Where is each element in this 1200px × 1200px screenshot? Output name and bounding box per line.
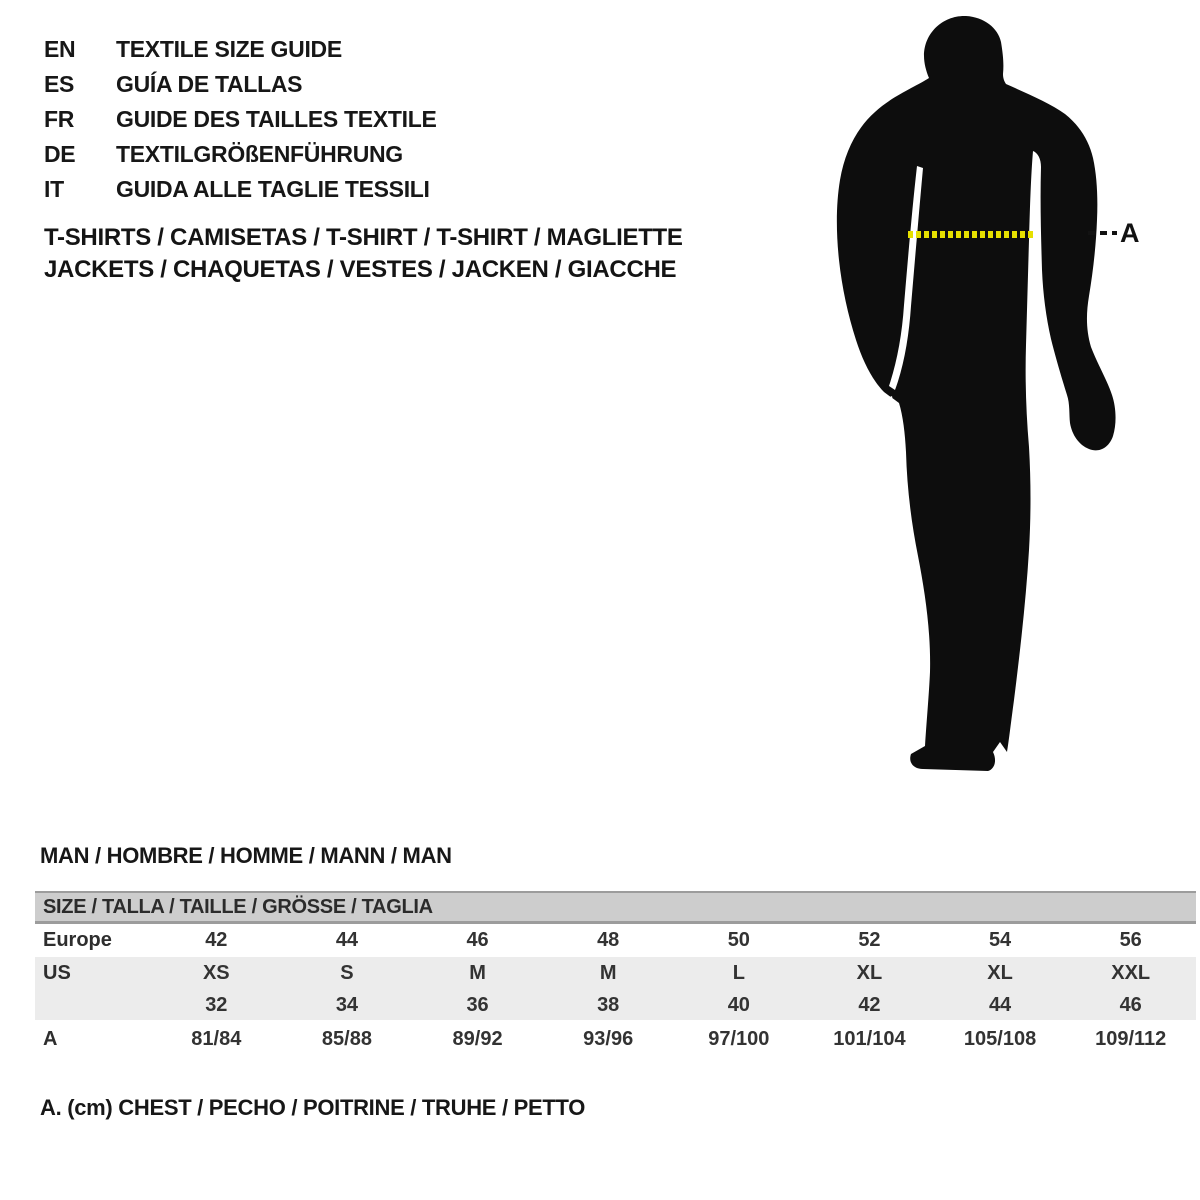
language-title: GUIDE DES TAILLES TEXTILE [116, 106, 437, 132]
table-cell: 105/108 [963, 1027, 1037, 1050]
table-cell: 54 [988, 929, 1012, 951]
table-row-chest-cm [35, 1020, 1196, 1058]
language-code: DE [44, 141, 76, 167]
category-line-jackets: JACKETS / CHAQUETAS / VESTES / JACKEN / GIACCHE [44, 255, 677, 283]
table-cell: 93/96 [583, 1027, 634, 1050]
table-cell: XS [202, 962, 230, 984]
language-code: ES [44, 71, 75, 97]
table-cell: 81/84 [191, 1027, 242, 1050]
table-cell: 109/112 [1095, 1027, 1167, 1050]
table-cell: 36 [466, 993, 489, 1016]
language-title-list [44, 32, 437, 207]
garment-categories [44, 222, 683, 285]
table-cell: M [469, 962, 486, 984]
row-label: A [43, 1027, 58, 1050]
table-cell: S [340, 962, 354, 984]
table-row-numeric [35, 990, 1196, 1020]
table-cell: XL [987, 962, 1013, 984]
language-code: FR [44, 106, 75, 132]
man-silhouette [820, 0, 1200, 800]
language-title: TEXTILE SIZE GUIDE [116, 36, 342, 62]
language-code: EN [44, 36, 76, 62]
man-silhouette-svg [820, 0, 1200, 800]
language-row-fr [44, 102, 437, 137]
table-cell: 34 [335, 993, 359, 1016]
row-label: US [43, 962, 71, 984]
table-row-us [35, 957, 1196, 990]
table-cell: 38 [597, 993, 620, 1016]
language-row-en [44, 32, 437, 67]
table-cell: 50 [727, 929, 750, 951]
table-cell: 85/88 [321, 1027, 372, 1050]
table-cell: 44 [335, 929, 359, 951]
language-title: TEXTILGRÖßENFÜHRUNG [116, 141, 403, 167]
table-cell: 40 [727, 993, 750, 1016]
table-cell: XXL [1111, 962, 1151, 984]
language-row-it [44, 172, 437, 207]
table-cell: 89/92 [452, 1027, 503, 1050]
table-row-europe [35, 924, 1196, 957]
table-cell: 46 [466, 929, 489, 951]
measurement-pointer-dashes [1088, 231, 1117, 235]
measurement-label-a: A [1120, 218, 1140, 248]
table-cell: XL [856, 962, 883, 984]
section-title-man: MAN / HOMBRE / HOMME / MANN / MAN [40, 843, 452, 868]
table-cell: 42 [205, 929, 228, 951]
row-label: Europe [43, 929, 112, 951]
table-cell: 44 [988, 993, 1012, 1016]
chest-measurement-dotted-line [908, 231, 1034, 238]
language-row-es [44, 67, 437, 102]
table-cell: 97/100 [708, 1027, 770, 1050]
table-cell: 101/104 [833, 1027, 906, 1050]
table-cell: M [599, 962, 617, 984]
table-cell: 32 [205, 993, 228, 1016]
language-title: GUÍA DE TALLAS [116, 71, 303, 97]
table-cell: 48 [597, 929, 620, 951]
measurement-footnote: A. (cm) CHEST / PECHO / POITRINE / TRUHE / PETTO [40, 1095, 586, 1120]
table-cell: 52 [858, 929, 881, 951]
language-row-de [44, 137, 437, 172]
table-cell: L [732, 962, 745, 984]
size-table [35, 891, 1196, 1058]
table-cell: 46 [1119, 993, 1142, 1016]
category-line-tshirts: T-SHIRTS / CAMISETAS / T-SHIRT / T-SHIRT / MAGLIETTE [44, 224, 683, 251]
table-cell: 56 [1119, 929, 1142, 951]
table-cell: 42 [858, 993, 881, 1016]
language-title: GUIDA ALLE TAGLIE TESSILI [116, 176, 430, 202]
language-code: IT [44, 176, 64, 202]
size-table-header: SIZE / TALLA / TAILLE / GRÖSSE / TAGLIA [35, 891, 1196, 924]
